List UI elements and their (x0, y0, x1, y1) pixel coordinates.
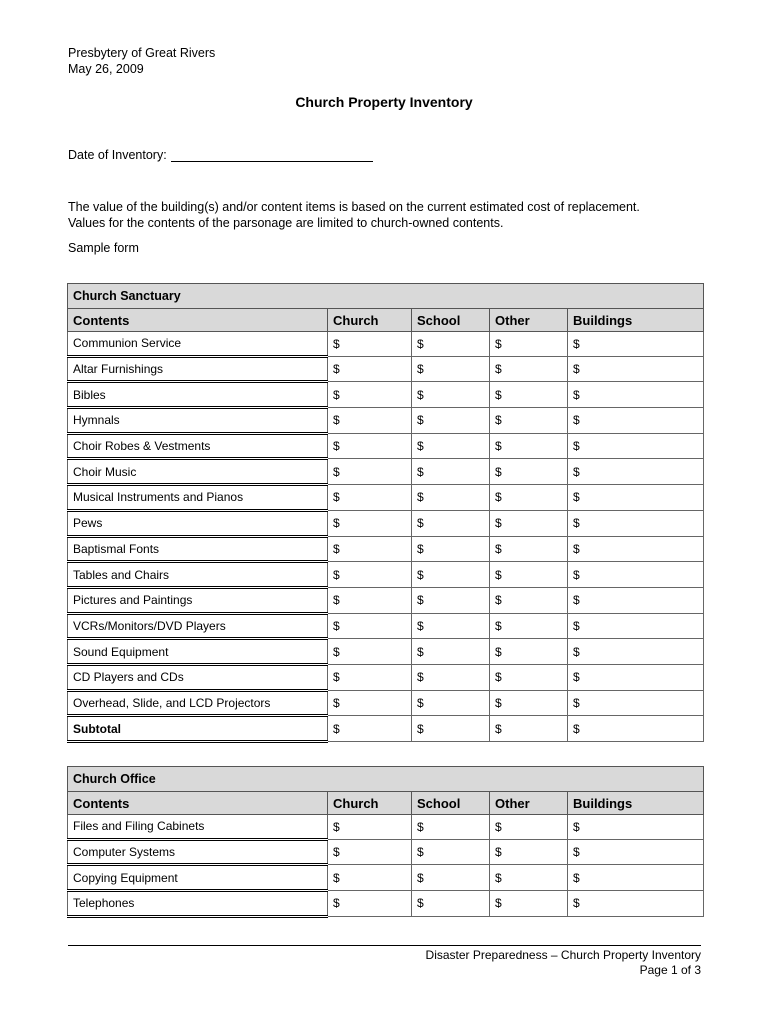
value-cell-buildings[interactable]: $ (568, 536, 704, 562)
value-cell-church[interactable]: $ (328, 433, 412, 459)
value-cell-other[interactable]: $ (490, 382, 568, 408)
table-row (68, 459, 704, 485)
footer-title: Disaster Preparedness – Church Property Inventory (425, 948, 701, 962)
value-cell-other[interactable]: $ (490, 613, 568, 639)
value-cell-buildings[interactable]: $ (568, 356, 704, 382)
intro-line-1: The value of the building(s) and/or content items is based on the current estimated cost of replacement. (68, 200, 640, 214)
value-cell-buildings[interactable]: $ (568, 891, 704, 917)
intro-line-2: Values for the contents of the parsonage are limited to church-owned contents. (68, 216, 504, 230)
value-cell-school[interactable]: $ (412, 562, 490, 588)
item-label-pictures-and-paintings: Pictures and Paintings (68, 587, 328, 613)
value-cell-church[interactable]: $ (328, 613, 412, 639)
value-cell-other[interactable]: $ (490, 865, 568, 891)
item-label-bibles: Bibles (68, 382, 328, 408)
subtotal-row (68, 716, 704, 742)
item-label-sound-equipment: Sound Equipment (68, 639, 328, 665)
table-row (68, 613, 704, 639)
item-label-files-and-filing-cabinets: Files and Filing Cabinets (68, 815, 328, 840)
item-label-choir-robes-vestments: Choir Robes & Vestments (68, 433, 328, 459)
value-cell-buildings[interactable]: $ (568, 716, 704, 742)
value-cell-buildings[interactable]: $ (568, 865, 704, 891)
church-office-table (67, 766, 704, 918)
item-label-computer-systems: Computer Systems (68, 839, 328, 865)
value-cell-buildings[interactable]: $ (568, 587, 704, 613)
value-cell-buildings[interactable]: $ (568, 382, 704, 408)
header-block (68, 45, 215, 77)
value-cell-school[interactable]: $ (412, 815, 490, 840)
value-cell-buildings[interactable]: $ (568, 485, 704, 511)
date-of-inventory-field[interactable] (171, 149, 373, 162)
value-cell-church[interactable]: $ (328, 332, 412, 357)
section-title-row (68, 284, 704, 309)
section-title: Church Sanctuary (68, 284, 704, 309)
value-cell-church[interactable]: $ (328, 536, 412, 562)
table-row (68, 815, 704, 840)
column-header-buildings: Buildings (568, 309, 704, 332)
value-cell-school[interactable]: $ (412, 839, 490, 865)
table-row (68, 664, 704, 690)
value-cell-church[interactable]: $ (328, 639, 412, 665)
value-cell-buildings[interactable]: $ (568, 664, 704, 690)
section-title-row (68, 767, 704, 792)
column-header-contents: Contents (68, 792, 328, 815)
date-of-inventory-label: Date of Inventory: (68, 148, 167, 162)
value-cell-buildings[interactable]: $ (568, 690, 704, 716)
value-cell-school[interactable]: $ (412, 510, 490, 536)
item-label-communion-service: Communion Service (68, 332, 328, 357)
table-row (68, 382, 704, 408)
value-cell-school[interactable]: $ (412, 433, 490, 459)
value-cell-church[interactable]: $ (328, 408, 412, 434)
item-label-baptismal-fonts: Baptismal Fonts (68, 536, 328, 562)
value-cell-other[interactable]: $ (490, 839, 568, 865)
value-cell-school[interactable]: $ (412, 408, 490, 434)
column-header-church: Church (328, 792, 412, 815)
value-cell-church[interactable]: $ (328, 815, 412, 840)
value-cell-other[interactable]: $ (490, 664, 568, 690)
column-header-school: School (412, 309, 490, 332)
value-cell-church[interactable]: $ (328, 382, 412, 408)
column-header-church: Church (328, 309, 412, 332)
item-label-hymnals: Hymnals (68, 408, 328, 434)
value-cell-school[interactable]: $ (412, 865, 490, 891)
page-footer (426, 948, 701, 978)
value-cell-church[interactable]: $ (328, 356, 412, 382)
value-cell-school[interactable]: $ (412, 587, 490, 613)
column-header-row (68, 309, 704, 332)
value-cell-church[interactable]: $ (328, 690, 412, 716)
organization-name: Presbytery of Great Rivers (68, 46, 216, 60)
value-cell-other[interactable]: $ (490, 562, 568, 588)
item-label-cd-players-and-cds: CD Players and CDs (68, 664, 328, 690)
item-label-overhead-slide-and-lcd-projectors: Overhead, Slide, and LCD Projectors (68, 690, 328, 716)
value-cell-buildings[interactable]: $ (568, 510, 704, 536)
value-cell-church[interactable]: $ (328, 839, 412, 865)
value-cell-other[interactable]: $ (490, 408, 568, 434)
table-row (68, 332, 704, 357)
column-header-contents: Contents (68, 309, 328, 332)
value-cell-school[interactable]: $ (412, 613, 490, 639)
item-label-musical-instruments-and-pianos: Musical Instruments and Pianos (68, 485, 328, 511)
value-cell-other[interactable]: $ (490, 639, 568, 665)
document-date: May 26, 2009 (68, 62, 144, 76)
table-row (68, 485, 704, 511)
table-row (68, 839, 704, 865)
value-cell-buildings[interactable]: $ (568, 815, 704, 840)
value-cell-school[interactable]: $ (412, 332, 490, 357)
value-cell-school[interactable]: $ (412, 459, 490, 485)
item-label-telephones: Telephones (68, 891, 328, 917)
value-cell-church[interactable]: $ (328, 865, 412, 891)
table-row (68, 639, 704, 665)
value-cell-church[interactable]: $ (328, 891, 412, 917)
value-cell-buildings[interactable]: $ (568, 562, 704, 588)
value-cell-church[interactable]: $ (328, 485, 412, 511)
value-cell-other[interactable]: $ (490, 891, 568, 917)
table-row (68, 356, 704, 382)
value-cell-other[interactable]: $ (490, 587, 568, 613)
value-cell-school[interactable]: $ (412, 485, 490, 511)
value-cell-church[interactable]: $ (328, 459, 412, 485)
value-cell-other[interactable]: $ (490, 690, 568, 716)
value-cell-other[interactable]: $ (490, 356, 568, 382)
church-sanctuary-table (67, 283, 704, 743)
value-cell-school[interactable]: $ (412, 639, 490, 665)
value-cell-church[interactable]: $ (328, 562, 412, 588)
value-cell-church[interactable]: $ (328, 510, 412, 536)
value-cell-buildings[interactable]: $ (568, 433, 704, 459)
value-cell-buildings[interactable]: $ (568, 332, 704, 357)
value-cell-other[interactable]: $ (490, 433, 568, 459)
document-title: Church Property Inventory (295, 94, 473, 110)
value-cell-other[interactable]: $ (490, 485, 568, 511)
table-row (68, 562, 704, 588)
table-row (68, 690, 704, 716)
table-row (68, 510, 704, 536)
column-header-school: School (412, 792, 490, 815)
value-cell-other[interactable]: $ (490, 815, 568, 840)
column-header-buildings: Buildings (568, 792, 704, 815)
intro-text (68, 199, 708, 231)
value-cell-school[interactable]: $ (412, 716, 490, 742)
footer-rule (68, 945, 701, 946)
item-label-vcrs-monitors-dvd-players: VCRs/Monitors/DVD Players (68, 613, 328, 639)
value-cell-other[interactable]: $ (490, 459, 568, 485)
item-label-tables-and-chairs: Tables and Chairs (68, 562, 328, 588)
value-cell-church[interactable]: $ (328, 716, 412, 742)
item-label-copying-equipment: Copying Equipment (68, 865, 328, 891)
column-header-other: Other (490, 792, 568, 815)
value-cell-buildings[interactable]: $ (568, 639, 704, 665)
value-cell-other[interactable]: $ (490, 510, 568, 536)
value-cell-buildings[interactable]: $ (568, 839, 704, 865)
date-of-inventory-row (68, 148, 373, 162)
value-cell-buildings[interactable]: $ (568, 459, 704, 485)
value-cell-school[interactable]: $ (412, 356, 490, 382)
table-row (68, 865, 704, 891)
subtotal-label: Subtotal (68, 716, 328, 742)
item-label-altar-furnishings: Altar Furnishings (68, 356, 328, 382)
page-number: Page 1 of 3 (639, 963, 701, 977)
column-header-row (68, 792, 704, 815)
value-cell-other[interactable]: $ (490, 332, 568, 357)
table-row (68, 433, 704, 459)
value-cell-other[interactable]: $ (490, 716, 568, 742)
value-cell-school[interactable]: $ (412, 690, 490, 716)
value-cell-school[interactable]: $ (412, 382, 490, 408)
value-cell-church[interactable]: $ (328, 664, 412, 690)
value-cell-buildings[interactable]: $ (568, 613, 704, 639)
section-title: Church Office (68, 767, 704, 792)
value-cell-school[interactable]: $ (412, 536, 490, 562)
table-row (68, 587, 704, 613)
value-cell-church[interactable]: $ (328, 587, 412, 613)
value-cell-school[interactable]: $ (412, 664, 490, 690)
table-row (68, 408, 704, 434)
item-label-choir-music: Choir Music (68, 459, 328, 485)
sample-form-label: Sample form (68, 241, 139, 255)
value-cell-buildings[interactable]: $ (568, 408, 704, 434)
value-cell-school[interactable]: $ (412, 891, 490, 917)
value-cell-other[interactable]: $ (490, 536, 568, 562)
table-row (68, 536, 704, 562)
item-label-pews: Pews (68, 510, 328, 536)
table-row (68, 891, 704, 917)
column-header-other: Other (490, 309, 568, 332)
